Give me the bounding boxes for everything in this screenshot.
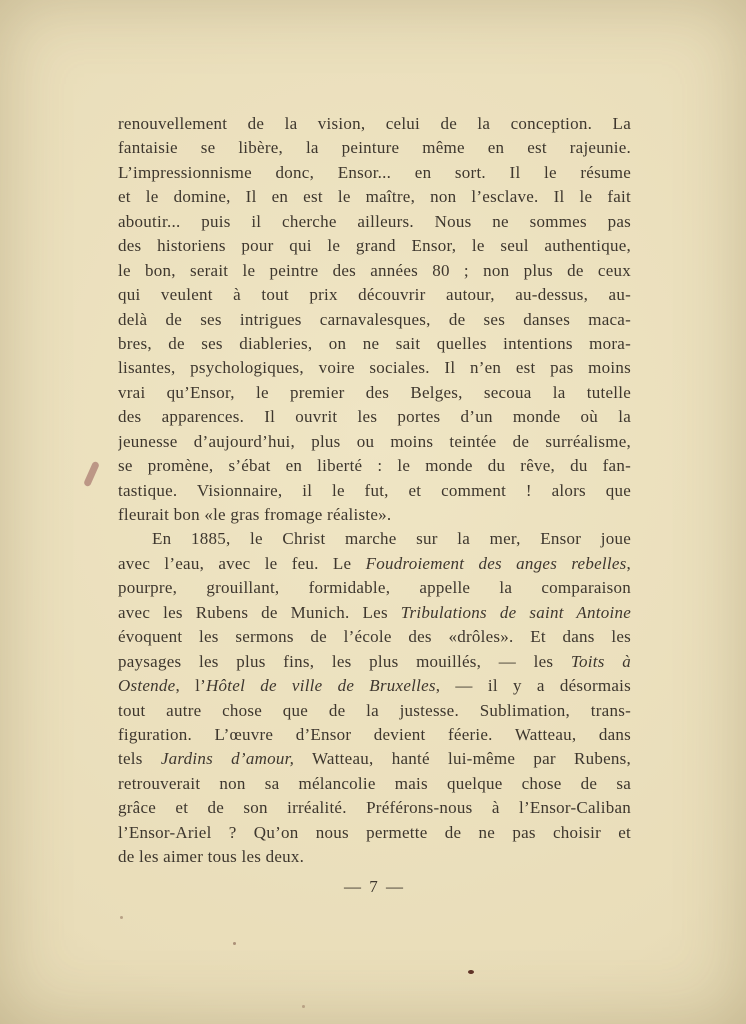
ink-speck [120, 916, 123, 919]
text-line [118, 185, 631, 209]
text-line [118, 332, 631, 356]
text-block [118, 112, 631, 870]
text-line [118, 503, 631, 527]
text-run: lisantes, psychologiques, voire sociales. Il n’en est pas moins [118, 358, 631, 378]
text-run: tout autre chose que de la justesse. Sublimation, trans- [118, 700, 631, 720]
text-line [118, 821, 631, 845]
text-run: se promène, s’ébat en liberté : le monde du rêve, du fan- [118, 456, 631, 476]
text-line [118, 650, 631, 674]
text-run: paysages les plus fins, les plus mouillés, — les [118, 651, 571, 671]
italic-run: Toits à [570, 651, 631, 671]
ink-speck [468, 970, 474, 974]
text-line [118, 845, 631, 869]
text-line [118, 356, 631, 380]
text-run: fantaisie se libère, la peinture même en est rajeunie. [118, 138, 631, 158]
text-run: des apparences. Il ouvrit les portes d’un monde où la [118, 407, 631, 427]
italic-run: Jardins d’amour, [160, 749, 295, 769]
text-line [118, 552, 631, 576]
text-line [118, 796, 631, 820]
ink-speck [233, 942, 236, 945]
ink-speck [302, 1005, 305, 1008]
text-run: Watteau, hanté lui-même par Rubens, [294, 749, 631, 769]
text-run: , — il y a désormais [435, 676, 631, 696]
text-run: tels [118, 749, 161, 769]
text-line [118, 527, 631, 551]
italic-run: Ostende [118, 676, 176, 696]
text-line [118, 723, 631, 747]
page-number: — 7 — [344, 877, 405, 896]
text-line [118, 601, 631, 625]
text-line [118, 699, 631, 723]
text-line [118, 674, 631, 698]
text-run: et le domine, Il en est le maître, non l’esclave. Il le fait [118, 187, 631, 207]
text-run: renouvellement de la vision, celui de la conception. La [118, 114, 631, 133]
text-line [118, 283, 631, 307]
text-run: grâce et de son irréalité. Préférons-nous à l’Ensor-Caliban [118, 798, 631, 818]
text-line [118, 430, 631, 454]
text-line [118, 112, 631, 136]
italic-run: Tribulations de saint Antoine [400, 602, 631, 622]
text-run: retrouverait non sa mélancolie mais quelque chose de sa [118, 773, 631, 793]
text-line [118, 747, 631, 771]
text-run: avec les Rubens de Munich. Les [118, 602, 401, 622]
text-run: , l’ [175, 676, 207, 696]
text-run: delà de ses intrigues carnavalesques, de ses danses maca- [118, 309, 631, 329]
italic-run: Hôtel de ville de Bruxelles [206, 676, 436, 696]
text-line [118, 479, 631, 503]
text-run: tastique. Visionnaire, il le fut, et comment ! alors que [118, 480, 631, 500]
text-line [118, 161, 631, 185]
text-run: , [626, 553, 631, 573]
text-run: évoquent les sermons de l’école des «drôles». Et dans les [118, 627, 631, 647]
text-line [118, 576, 631, 600]
text-line [118, 136, 631, 160]
text-line [118, 405, 631, 429]
margin-pencil-mark [83, 461, 100, 488]
text-run: jeunesse d’aujourd’hui, plus ou moins teintée de surréalisme, [118, 431, 631, 451]
text-line [118, 259, 631, 283]
text-line [118, 210, 631, 234]
text-line [118, 454, 631, 478]
text-run: pourpre, grouillant, formidable, appelle la comparaison [118, 578, 631, 598]
text-line [118, 234, 631, 258]
text-line [118, 308, 631, 332]
text-run: bres, de ses diableries, on ne sait quelles intentions mora- [118, 333, 631, 353]
text-run: l’Ensor-Ariel ? Qu’on nous permette de ne pas choisir et [118, 822, 631, 842]
text-run: de les aimer tous les deux. [118, 847, 305, 867]
text-run: qui veulent à tout prix découvrir autour, au-dessus, au- [118, 285, 631, 305]
text-run: En 1885, le Christ marche sur la mer, Ensor joue [152, 529, 631, 549]
text-line [118, 772, 631, 796]
italic-run: Foudroiement des anges rebelles [365, 553, 627, 573]
text-run: des historiens pour qui le grand Ensor, le seul authentique, [118, 236, 631, 256]
text-run: fleurait bon «le gras fromage réaliste». [118, 505, 392, 524]
text-run: avec l’eau, avec le feu. Le [118, 553, 366, 573]
text-run: figuration. L’œuvre d’Ensor devient féerie. Watteau, dans [118, 724, 631, 744]
text-run: L’impressionnisme donc, Ensor... en sort. Il le résume [118, 162, 631, 182]
text-line [118, 381, 631, 405]
text-run: le bon, serait le peintre des années 80 ; non plus de ceux [118, 260, 631, 280]
text-line [118, 625, 631, 649]
text-run: vrai qu’Ensor, le premier des Belges, secoua la tutelle [118, 382, 631, 402]
text-run: aboutir... puis il cherche ailleurs. Nous ne sommes pas [118, 211, 631, 231]
